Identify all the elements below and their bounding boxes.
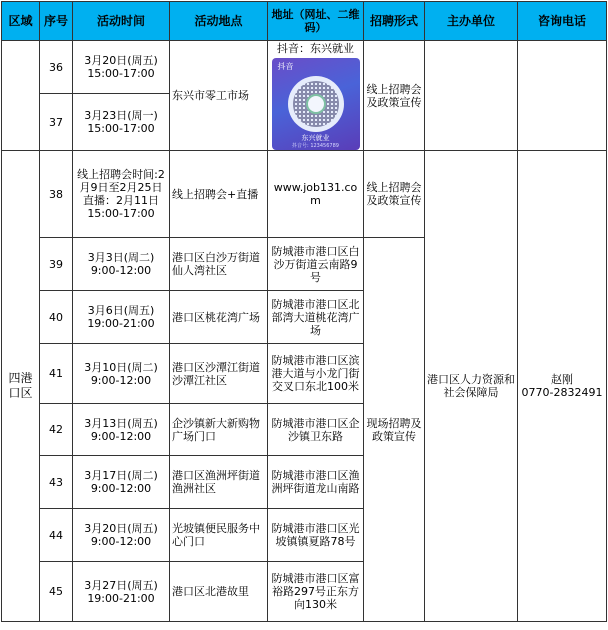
- row-time: [73, 344, 170, 404]
- row-time-text: 3月3日(周二) 9:00-12:00: [87, 251, 155, 277]
- job-fair-table: [1, 1, 607, 622]
- header-address: 地址（网址、二维码）: [268, 2, 364, 41]
- row-time: [73, 94, 170, 151]
- header-row: [2, 2, 607, 41]
- row-time-text: 3月13日(周五) 9:00-12:00: [84, 416, 158, 443]
- row-address: 防城港市港口区光坡镇镇夏路78号: [268, 509, 364, 562]
- qr-code-image: [272, 58, 360, 150]
- table-row: [2, 151, 607, 238]
- douyin-app-label: 抖音: [277, 62, 294, 71]
- row-no: 44: [40, 509, 73, 562]
- row-place: 港口区渔洲坪街道渔洲社区: [170, 456, 268, 509]
- row-time: [73, 456, 170, 509]
- row-no: 45: [40, 562, 73, 622]
- header-form: 招聘形式: [364, 2, 425, 41]
- organizer-cell-empty: [425, 41, 518, 151]
- row-no: 36: [40, 41, 73, 94]
- contact-phone: 0770-2832491: [521, 386, 603, 399]
- row-address-link[interactable]: www.job131.com: [268, 151, 364, 238]
- logo-icon: [306, 94, 326, 114]
- row-place: 企沙镇新大新购物广场门口: [170, 404, 268, 456]
- row-time-text: 3月10日(周二) 9:00-12:00: [84, 360, 158, 387]
- row-address: 防城港市港口区白沙万街道云南路9号: [268, 238, 364, 291]
- header-organizer: 主办单位: [425, 2, 518, 41]
- row-time: [73, 238, 170, 291]
- row-form: 线上招聘会及政策宣传: [364, 41, 425, 151]
- row-time-text: 线上招聘会时间:2月9日至2月25日 直播：2月11日 15:00-17:00: [77, 168, 165, 220]
- qr-pattern: [293, 81, 339, 127]
- row-time: [73, 404, 170, 456]
- row-address: 防城港市港口区北部湾大道桃花湾广场: [268, 291, 364, 344]
- row-address: 防城港市港口区滨港大道与小龙门街交叉口东北100米: [268, 344, 364, 404]
- row-address: 防城港市港口区富裕路297号正东方向130米: [268, 562, 364, 622]
- row-time-text: 3月27日(周五) 19:00-21:00: [84, 578, 158, 605]
- region-cell-empty: [2, 41, 40, 151]
- row-no: 41: [40, 344, 73, 404]
- row-place: 港口区白沙万街道仙人湾社区: [170, 238, 268, 291]
- region-cell: 四港口区: [2, 151, 40, 622]
- row-place: 线上招聘会+直播: [170, 151, 268, 238]
- row-time-text: 3月20日(周五) 9:00-12:00: [84, 522, 158, 548]
- table-row: [2, 41, 607, 94]
- row-time-text: 3月20日(周五) 15:00-17:00: [84, 54, 158, 81]
- row-address: 防城港市港口区渔洲坪街道龙山南路: [268, 456, 364, 509]
- organizer-cell: 港口区人力资源和社会保障局: [425, 151, 518, 622]
- header-region: 区域: [2, 2, 40, 41]
- row-time-text: 3月6日(周五) 19:00-21:00: [87, 304, 155, 330]
- row-place: 港口区沙潭江街道沙潭江社区: [170, 344, 268, 404]
- qr-account-name: 东兴就业: [301, 134, 330, 142]
- row-place: 光坡镇便民服务中心门口: [170, 509, 268, 562]
- header-time: 活动时间: [73, 2, 170, 41]
- row-time: [73, 41, 170, 94]
- row-no: 40: [40, 291, 73, 344]
- qr-code-icon: [288, 76, 344, 132]
- row-place: 港口区北港故里: [170, 562, 268, 622]
- header-phone: 咨询电话: [518, 2, 607, 41]
- row-no: 43: [40, 456, 73, 509]
- qr-account-id: 抖音号: 123456789: [292, 143, 339, 149]
- row-form: 线上招聘会及政策宣传: [364, 151, 425, 238]
- phone-cell: [518, 151, 607, 622]
- row-time-text: 3月17日(周二) 9:00-12:00: [84, 469, 158, 495]
- header-no: 序号: [40, 2, 73, 41]
- phone-cell-empty: [518, 41, 607, 151]
- row-address: 防城港市港口区企沙镇卫东路: [268, 404, 364, 456]
- row-time-text: 3月23日(周一) 15:00-17:00: [84, 109, 158, 136]
- row-time: [73, 562, 170, 622]
- row-no: 39: [40, 238, 73, 291]
- row-form: 现场招聘及政策宣传: [364, 238, 425, 622]
- row-place: 东兴市零工市场: [170, 41, 268, 151]
- address-title: 抖音：东兴就业: [277, 42, 354, 55]
- row-time: [73, 509, 170, 562]
- header-place: 活动地点: [170, 2, 268, 41]
- row-no: 42: [40, 404, 73, 456]
- row-time: [73, 291, 170, 344]
- address-qr-cell: [268, 41, 364, 151]
- row-no: 37: [40, 94, 73, 151]
- row-time: [73, 151, 170, 238]
- row-place: 港口区桃花湾广场: [170, 291, 268, 344]
- contact-name: 赵刚: [551, 373, 573, 386]
- row-no: 38: [40, 151, 73, 238]
